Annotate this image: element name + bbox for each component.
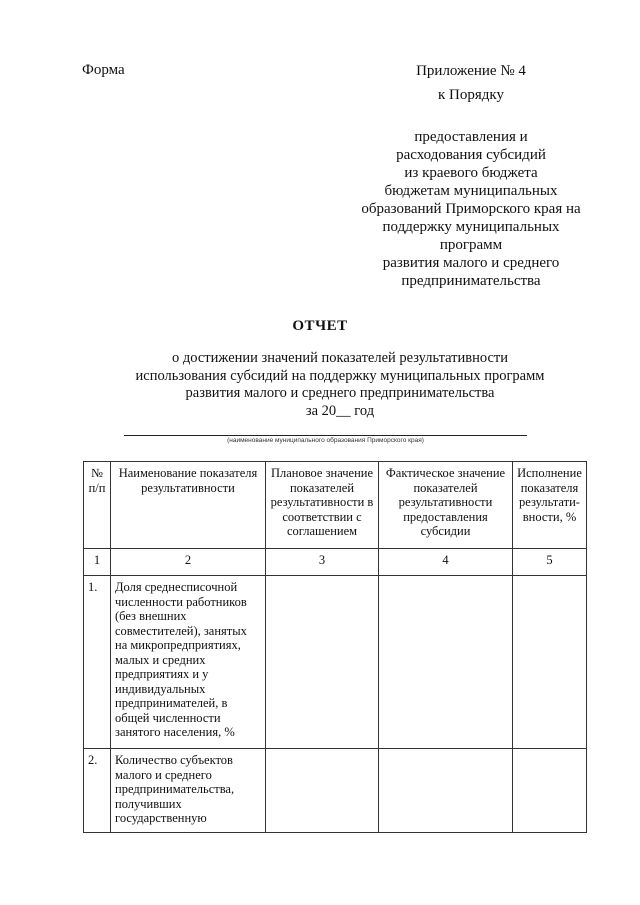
form-label: Форма — [82, 62, 125, 78]
subtitle-line: о достижении значений показателей результативности — [171, 350, 509, 366]
annex-line: предпринимательства — [401, 273, 541, 289]
row-fact-value — [379, 576, 513, 749]
row-indicator-name: Количество субъектов малого и среднего предпринимательства, получивших государственную — [111, 749, 266, 833]
table-header-row — [84, 462, 587, 549]
column-number: 3 — [266, 549, 379, 576]
row-execution — [513, 576, 587, 749]
header-index: № п/п — [84, 462, 111, 549]
municipality-line — [124, 435, 527, 436]
header-execution: Исполнение показателя результати-вности, % — [513, 462, 587, 549]
row-execution — [513, 749, 587, 833]
annex-line: к Порядку — [438, 87, 504, 103]
column-number: 1 — [84, 549, 111, 576]
table-row — [84, 749, 587, 833]
subtitle-line: развития малого и среднего предпринимательства — [185, 385, 495, 401]
column-number: 4 — [379, 549, 513, 576]
row-index: 1. — [84, 576, 111, 749]
report-subtitle — [100, 350, 580, 420]
subtitle-line: за 20__ год — [305, 402, 375, 419]
annex-block — [356, 62, 586, 290]
header-fact-value: Фактическое значение показателей результативности предоставления субсидии — [379, 462, 513, 549]
annex-line: бюджетам муниципальных — [384, 183, 558, 199]
annex-line: развития малого и среднего — [382, 255, 560, 271]
row-index: 2. — [84, 749, 111, 833]
column-numbers-row — [84, 549, 587, 576]
header-indicator-name: Наименование показателя результативности — [111, 462, 266, 549]
annex-line: поддержку муниципальных программ — [382, 219, 560, 253]
municipality-caption: (наименование муниципального образования Приморского края) — [227, 437, 424, 444]
report-table — [83, 461, 587, 833]
annex-line: предоставления и — [414, 129, 528, 145]
annex-line: Приложение № 4 — [416, 63, 526, 79]
annex-line: из краевого бюджета — [404, 165, 538, 181]
column-number: 2 — [111, 549, 266, 576]
row-plan-value — [266, 576, 379, 749]
subtitle-line: использования субсидий на поддержку муниципальных программ — [135, 367, 545, 384]
annex-line: образований Приморского края на — [361, 201, 581, 217]
header-plan-value: Плановое значение показателей результативности в соответствии с соглашением — [266, 462, 379, 549]
annex-spacer — [356, 104, 586, 122]
row-plan-value — [266, 749, 379, 833]
row-indicator-name: Доля среднесписочной численности работников (без внешних совместителей), занятых на микропредприятиях, малых и средних предприятиях и у индивидуальных предпринимателей, в общей численности занятого населения, % — [111, 576, 266, 749]
table-row — [84, 576, 587, 749]
row-fact-value — [379, 749, 513, 833]
column-number: 5 — [513, 549, 587, 576]
report-title: ОТЧЕТ — [292, 318, 348, 334]
annex-line: расходования субсидий — [396, 147, 546, 163]
